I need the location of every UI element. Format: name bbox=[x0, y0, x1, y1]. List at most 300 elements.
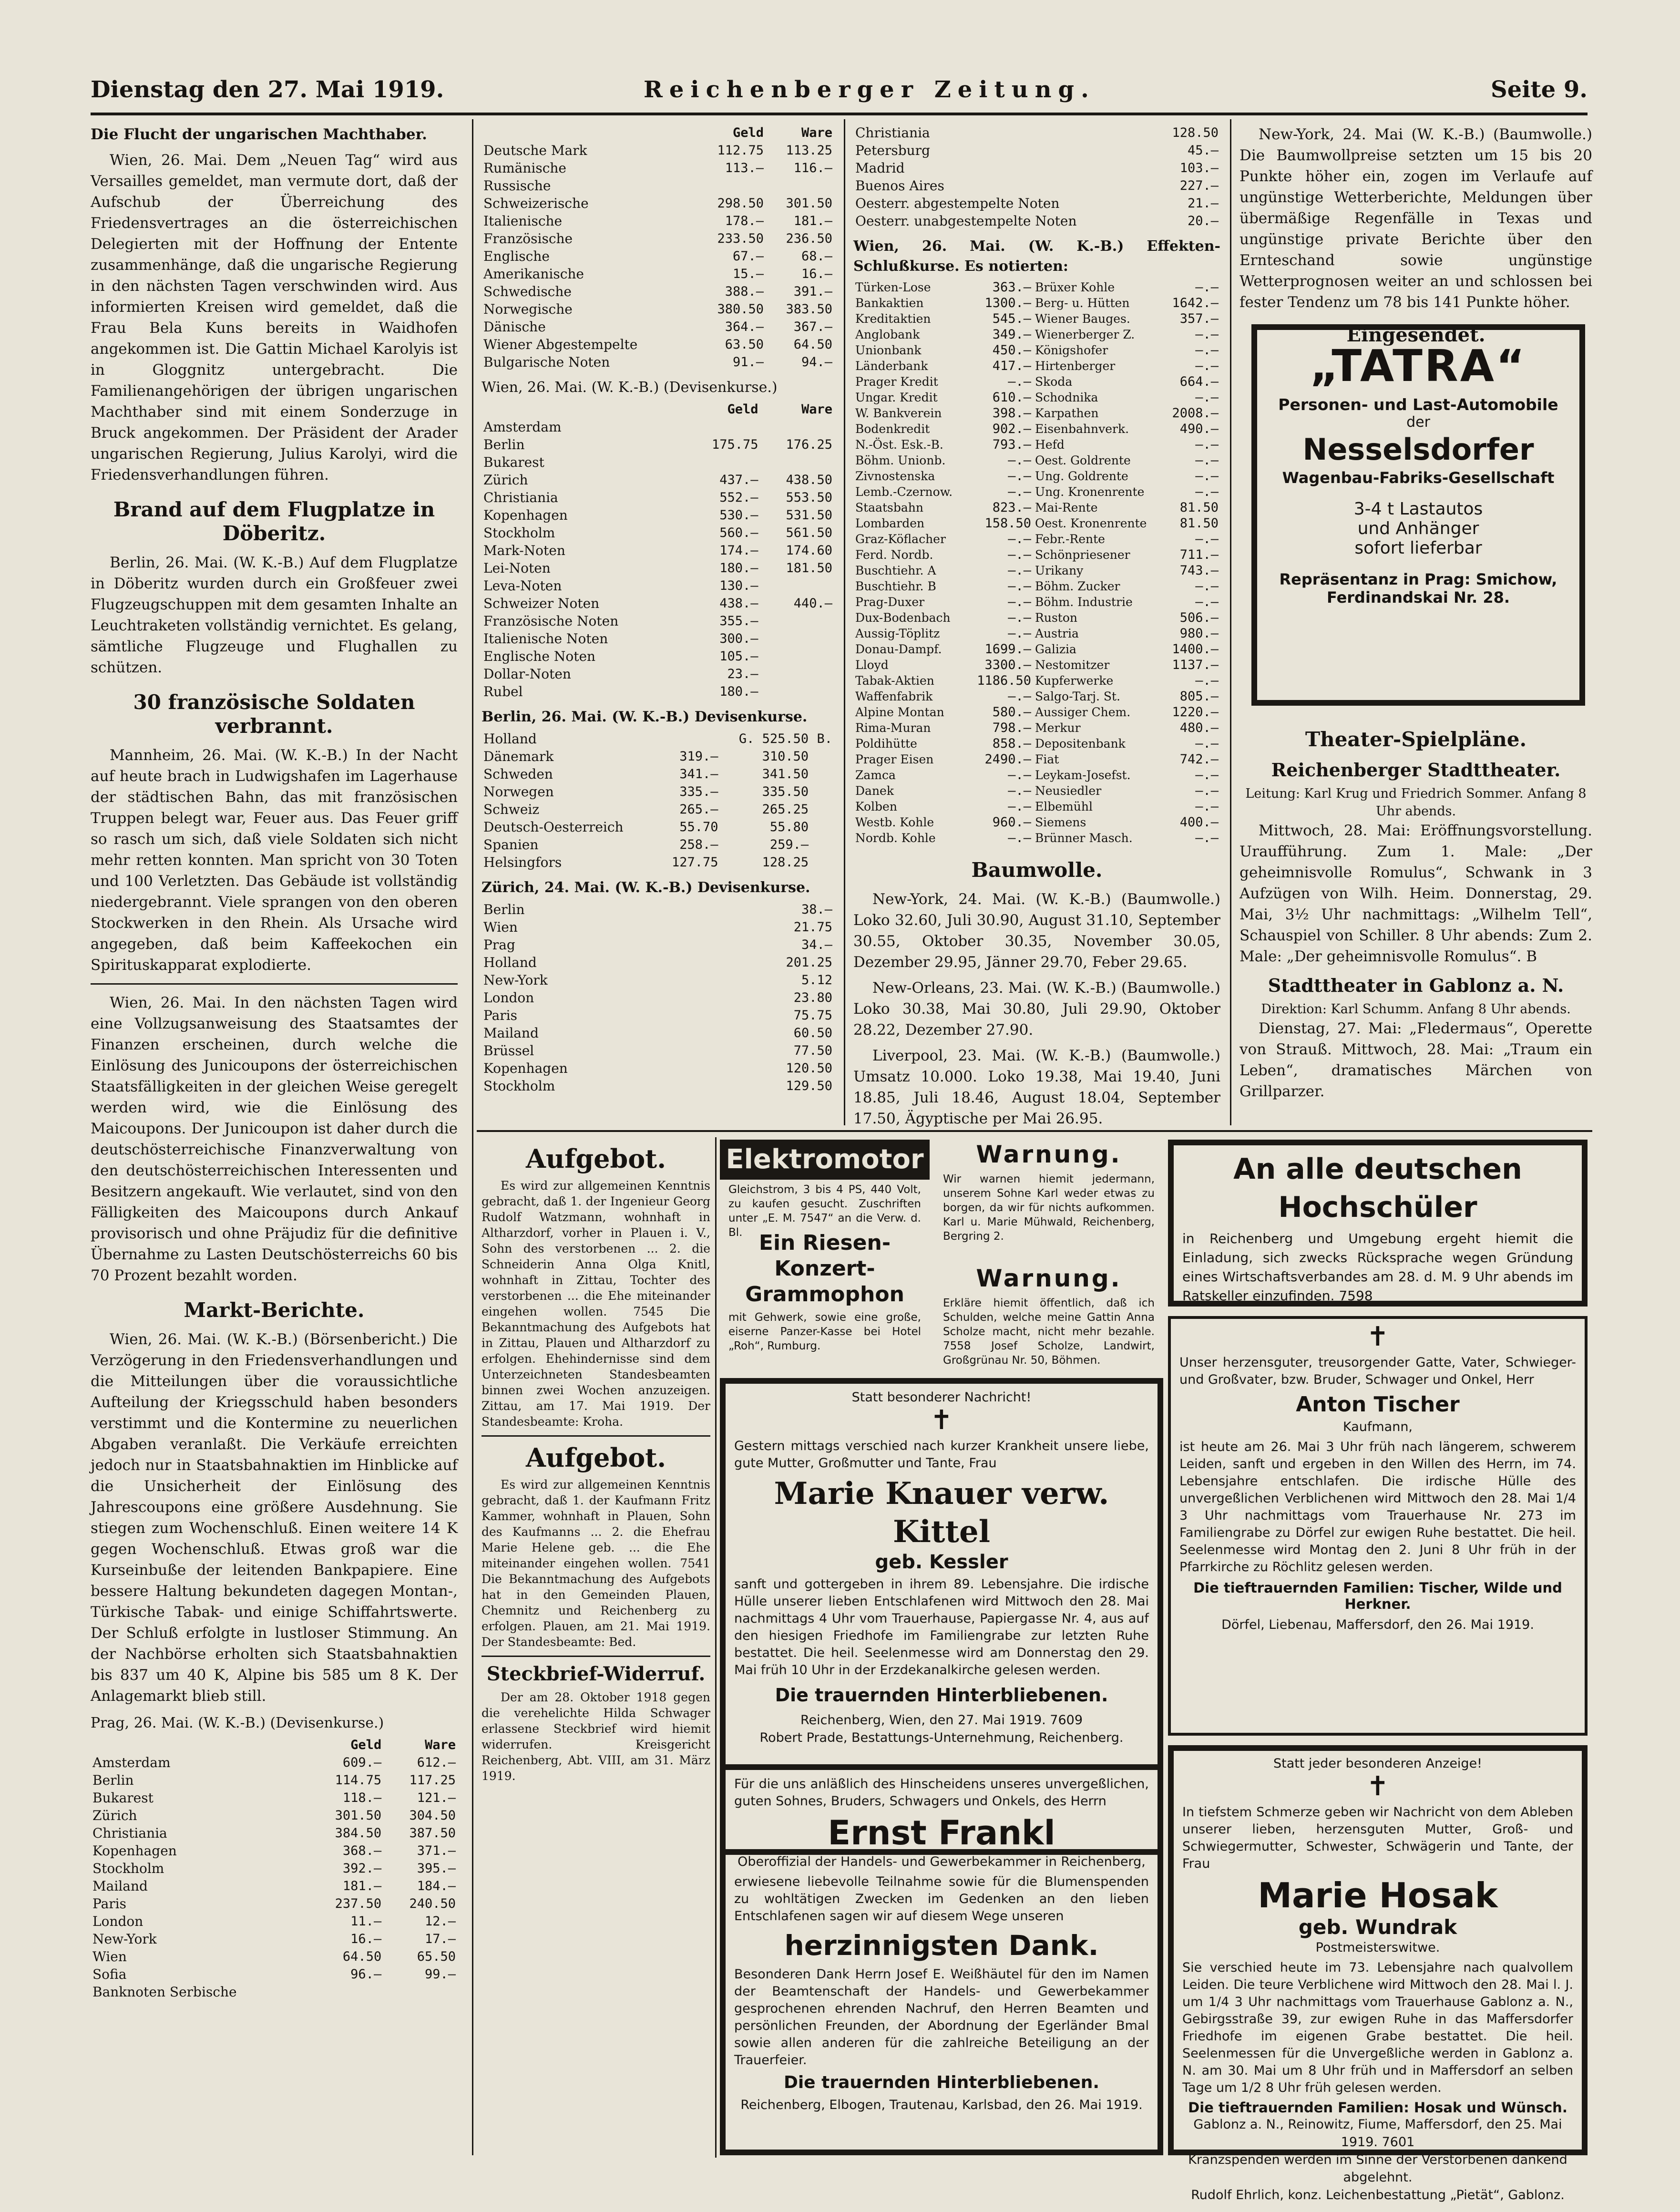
article-body: New-York, 24. Mai. (W. K.-B.) (Baumwolle.) Loko 32.60, Juli 30.90, August 31.10, September 30.55, Oktober 30.35, November 30.05, Dezember 29.95, Jänner 29.70, Feber 29.65. bbox=[853, 891, 1220, 971]
table-cell: 129.50 bbox=[786, 1079, 832, 1093]
table-cell: 450.— bbox=[992, 343, 1032, 358]
table-cell bbox=[810, 854, 834, 871]
table-cell: 367.— bbox=[793, 319, 832, 334]
table-cell: Schodnika bbox=[1035, 391, 1098, 404]
obituary-hosak: Statt jeder besonderen Anzeige! ✝ In tiefstem Schmerze geben wir Nachricht von dem Ableben unserer lieben, herzensguten Mutter, Groß- und Schwiegermutter, Schwester, Schwägerin und Tante, der Frau Marie Hosak geb. Wundrak Postmeisterswitwe. Sie verschied heute im 73. Lebensjahre nach qualvollem Leiden. Die teure Verblichene wird Mittwoch den 28. Mai l. J. um 1/4 3 Uhr nachmittags vom Trauerhause Gablonz a. N., Gebirgsstraße 39, zur ewigen Ruhe in das Maffersdorfer Friedhofe im eigenen Grabe bestattet. Die heil. Seelenmessen für die Unvergeßliche werden in Gablonz a. N. am 30. Mai um 8 Uhr früh und in Maffersdorf an selben Tage um 1/2 8 Uhr früh gelesen werden. Die tieftrauernden Familien: Hosak und Wünsch. Gablonz a. N., Reinowitz, Fiume, Maffersdorf, den 25. Mai 1919. 7601 Kranzspenden werden im Sinne der Verstorbenen dankend abgelehnt. Rudolf Ehrlich, konz. Leichenbestattung „Pietät“, Gablonz. bbox=[1168, 1745, 1588, 2155]
prag-rate-table: Geld Ware Amsterdam 609.— 612.— Berlin 114.75 117.25 Bukarest 118.— 121.— Zürich 301.50 304.50 Christiania 384.50 387.50 Kopenhagen 368.— 371.— Stockholm 392.— 395.— Mailand 181.— 184.— Paris 237.50 240.50 London 11.— 12.— New-York 16.— 17.— Wien 64.50 65.50 Sofia 96.— 99.— Banknoten Serbische bbox=[91, 1736, 458, 2001]
article-body: Wien, 26. Mai. Dem „Neuen Tag“ wird aus Versailles gemeldet, man vermute dort, daß der Aufschub der Überreichung des Friedensvertrages an die österreichischen Delegierten mit der Hoffnung der Entente zusammenhänge, daß die ungarische Regierung in den nächsten Tagen verschwinden wird. Aus informierten Kreisen wird gemeldet, daß die Frau Bela Kuns bereits in Waidhofen angekommen ist. Die Gattin Michael Karolyis ist in Gloggnitz untergebracht. Die Familienangehörigen der übrigen ungarischen Machthaber sind mit einem Sonderzuge in Bruck angekommen. Der Präsident der Arader ungarischen Regierung, Julius Karolyi, wird die Friedensverhandlungen führen. bbox=[91, 152, 458, 484]
table-cell: 580.— bbox=[992, 705, 1032, 720]
table-cell: Prag bbox=[483, 937, 515, 953]
table-cell: 357.— bbox=[1179, 311, 1219, 326]
table-row bbox=[481, 665, 834, 683]
table-cell: 1137.— bbox=[1172, 658, 1219, 672]
table-cell: 103.— bbox=[1179, 161, 1219, 175]
table-row bbox=[853, 212, 1220, 230]
table-cell: —.— bbox=[1008, 374, 1032, 389]
cross-icon: ✝ bbox=[1366, 1321, 1389, 1352]
table-cell: 383.50 bbox=[786, 302, 832, 317]
table-cell: —.— bbox=[1008, 453, 1032, 468]
table-cell: Stockholm bbox=[92, 1861, 164, 1876]
warning-notice-1: Warnung. Wir warnen hiemit jedermann, unserem Sohne Karl weder etwas zu borgen, da wir für nichts aufkommen. Karl u. Marie Mühwald, Reichenberg, Bergring 2. bbox=[943, 1141, 1155, 1243]
notice-title: Aufgebot. bbox=[525, 1442, 666, 1473]
table-cell: —.— bbox=[1195, 343, 1219, 358]
table-cell: Prager Eisen bbox=[855, 752, 934, 766]
table-row bbox=[853, 500, 1220, 515]
table-cell: Mark-Noten bbox=[483, 543, 565, 558]
table-row bbox=[481, 1060, 834, 1077]
header-date: Dienstag den 27. Mai 1919. bbox=[91, 76, 444, 103]
table-row bbox=[481, 506, 834, 524]
table-cell: Englische bbox=[483, 248, 550, 264]
article-title: Die Flucht der ungarischen Machthaber. bbox=[91, 126, 427, 143]
table-row bbox=[481, 436, 834, 453]
table-cell: 368.— bbox=[342, 1843, 382, 1858]
table-cell: 175.75 bbox=[711, 437, 758, 452]
table-cell: 55.70 bbox=[679, 820, 718, 834]
table-cell: 612.— bbox=[417, 1755, 456, 1770]
theater-program: Dienstag, 27. Mai: „Fledermaus“, Operette von Strauß. Mittwoch, 28. Mai: „Traum ein Leben“, dramatisches Märchen von Grillparzer. bbox=[1240, 1020, 1592, 1100]
section-title: Theater-Spielpläne. bbox=[1305, 728, 1527, 751]
table-cell: Französische Noten bbox=[483, 613, 619, 629]
table-row bbox=[481, 971, 834, 989]
table-cell bbox=[760, 453, 835, 471]
table-cell: —.— bbox=[1195, 831, 1219, 845]
article-title: 30 französische Soldaten verbrannt. bbox=[133, 690, 415, 738]
table-cell: Wien bbox=[92, 1949, 127, 1965]
table-cell: 490.— bbox=[1179, 422, 1219, 436]
table-cell: Russische bbox=[483, 178, 551, 194]
table-cell: 60.50 bbox=[793, 1026, 832, 1040]
table-row bbox=[481, 595, 834, 612]
table-cell: Amerikanische bbox=[483, 266, 584, 282]
table-cell: 298.50 bbox=[717, 196, 764, 211]
table-cell: —.— bbox=[1195, 595, 1219, 609]
table-cell: Oesterr. unabgestempelte Noten bbox=[855, 213, 1077, 229]
table-cell: Berlin bbox=[483, 437, 525, 453]
table-cell: Wiener Abgestempelte bbox=[483, 337, 638, 352]
table-row bbox=[853, 547, 1220, 563]
table-cell: Buschtiehr. B bbox=[855, 579, 936, 593]
table-cell: 237.50 bbox=[335, 1896, 382, 1911]
table-row bbox=[481, 559, 834, 577]
table-cell: —.— bbox=[1008, 563, 1032, 578]
table-cell: 384.50 bbox=[335, 1826, 382, 1841]
table-cell: Prag-Duxer bbox=[855, 595, 925, 609]
table-cell: Dollar-Noten bbox=[483, 666, 571, 682]
theater-section: Theater-Spielpläne. Reichenberger Stadttheater. Leitung: Karl Krug und Friedrich Sommer. Anfang 8 Uhr abends. Mittwoch, 28. Mai: Eröffnungsvorstellung. Uraufführung. Zum 1. Male: „Der geheimnisvolle Romulus“, Schwank in 3 Aufzügen von Wilh. Heim. Donnerstag, 29. Mai, 3½ Uhr nachmittags: „Wilhelm Tell“, Schauspiel von Schiller. 8 Uhr abends: Zum 2. Male: „Der geheimnisvolle Romulus“. B Stadttheater in Gablonz a. N. Direktion: Karl Schumm. Anfang 8 Uhr abends. Dienstag, 27. Mai: „Fledermaus“, Operette von Strauß. Mittwoch, 28. Mai: „Traum ein Leben“, dramatisches Märchen von Grillparzer. bbox=[1240, 715, 1592, 1125]
table-cell: Böhm. Industrie bbox=[1035, 595, 1133, 609]
table-cell: 12.— bbox=[424, 1914, 456, 1929]
article-title: Baumwolle. bbox=[971, 858, 1103, 882]
table-row bbox=[91, 1983, 458, 2001]
table-cell: Bodenkredit bbox=[855, 422, 930, 436]
table-row bbox=[91, 1895, 458, 1913]
table-cell: 395.— bbox=[417, 1861, 456, 1876]
table-row bbox=[853, 531, 1220, 547]
table-cell: —.— bbox=[1008, 831, 1032, 845]
table-cell: —.— bbox=[1195, 327, 1219, 342]
table-cell: 265.25 bbox=[762, 802, 809, 817]
table-cell: 114.75 bbox=[335, 1773, 382, 1788]
table-cell: Zivnostenska bbox=[855, 469, 935, 483]
cross-icon: ✝ bbox=[930, 1405, 953, 1436]
column-divider bbox=[472, 119, 473, 2155]
notice-body: Es wird zur allgemeinen Kenntnis gebracht, daß 1. der Ingenieur Georg Rudolf Watzmann, wohnhaft in Altharzdorf, vorher in Plauen i. V., Sohn des verstorbenen ... 2. die Schneiderin Anna Olga Knitl, wohnhaft in Zittau, Tochter des verstorbenen ... die Ehe miteinander eingehen wollen. 7545 Die Bekanntmachung des Aufgebots hat in Zittau, Plauen und Altharzdorf zu erfolgen. Ehehindernisse sind dem Unterzeichneten Standesbeamten binnen zwei Wochen anzuzeigen. Zittau, am 17. Mai 1919. Der Standesbeamte: Kroha. bbox=[481, 1179, 710, 1429]
table-cell: 265.— bbox=[679, 802, 718, 817]
table-cell: 91.— bbox=[732, 355, 764, 370]
table-cell: 181.50 bbox=[786, 561, 832, 576]
table-cell: Donau-Dampf. bbox=[855, 642, 942, 656]
table-row bbox=[481, 247, 834, 265]
table-cell: Tabak-Aktien bbox=[855, 674, 934, 688]
table-row bbox=[91, 1965, 458, 1983]
obituary-name: Anton Tischer bbox=[1296, 1392, 1460, 1417]
table-cell: Brünner Masch. bbox=[1035, 831, 1133, 845]
table-cell: 81.50 bbox=[1179, 500, 1219, 515]
table-cell: Lombarden bbox=[855, 516, 925, 530]
table-row bbox=[853, 751, 1220, 767]
table-cell: 531.50 bbox=[786, 508, 832, 523]
table-cell: 17.— bbox=[424, 1932, 456, 1946]
table-row bbox=[853, 311, 1220, 327]
table-cell: Böhm. Unionb. bbox=[855, 453, 946, 467]
table-cell: Englische Noten bbox=[483, 648, 596, 664]
table-cell: 21.75 bbox=[793, 920, 832, 935]
table-cell bbox=[810, 765, 834, 783]
table-cell: 301.50 bbox=[335, 1808, 382, 1823]
table-row bbox=[91, 1877, 458, 1895]
table-cell: Bukarest bbox=[92, 1790, 154, 1806]
table-row bbox=[481, 353, 834, 371]
table-cell: Berg- u. Hütten bbox=[1035, 296, 1130, 310]
header-title: Reichenberger Zeitung. bbox=[644, 76, 1096, 103]
table-row bbox=[853, 720, 1220, 736]
table-cell: 180.— bbox=[719, 561, 758, 576]
theater-name: Stadttheater in Gablonz a. N. bbox=[1268, 975, 1564, 996]
table-row bbox=[481, 577, 834, 595]
table-row bbox=[853, 799, 1220, 814]
table-cell: Staatsbahn bbox=[855, 501, 923, 514]
table-cell: 77.50 bbox=[793, 1043, 832, 1058]
table-cell: Mai-Rente bbox=[1035, 501, 1098, 514]
table-cell: Bulgarische Noten bbox=[483, 354, 610, 370]
column-3 bbox=[853, 124, 1220, 1125]
table-row bbox=[853, 783, 1220, 799]
table-cell: 45.— bbox=[1187, 143, 1219, 158]
table-cell: 553.50 bbox=[786, 490, 832, 505]
table-row bbox=[481, 748, 834, 765]
table-row bbox=[481, 524, 834, 542]
table-cell: Bukarest bbox=[483, 454, 544, 470]
table-row bbox=[481, 230, 834, 247]
table-cell: Poldihütte bbox=[855, 737, 917, 751]
table-cell: New-York bbox=[92, 1931, 157, 1947]
aufgebot-column bbox=[481, 1140, 710, 2155]
table-cell: —.— bbox=[1008, 689, 1032, 704]
table-row bbox=[853, 405, 1220, 421]
table-cell: Berlin bbox=[92, 1772, 134, 1788]
table-cell: 68.— bbox=[801, 249, 832, 264]
table-cell: Kopenhagen bbox=[483, 507, 568, 523]
table-cell: 438.50 bbox=[786, 473, 832, 487]
table-cell: 130.— bbox=[719, 578, 758, 593]
table-cell: Nestomitzer bbox=[1035, 658, 1110, 672]
table-cell: 858.— bbox=[992, 736, 1032, 751]
table-cell: Norwegen bbox=[483, 784, 554, 800]
table-cell: Schweizerische bbox=[483, 195, 589, 211]
table-cell: N.-Öst. Esk.-B. bbox=[855, 438, 943, 452]
table-row bbox=[481, 954, 834, 971]
table-cell: 128.50 bbox=[1172, 125, 1219, 140]
table-row bbox=[481, 195, 834, 212]
table-row bbox=[481, 159, 834, 177]
table-cell: —.— bbox=[1195, 280, 1219, 295]
table-cell: 67.— bbox=[732, 249, 764, 264]
table-cell: 1699.— bbox=[984, 642, 1032, 657]
table-row bbox=[853, 279, 1220, 295]
table-row bbox=[853, 594, 1220, 610]
table-cell: 23.— bbox=[727, 667, 758, 681]
table-cell: Febr.-Rente bbox=[1035, 532, 1105, 546]
table-cell: Dänische bbox=[483, 319, 546, 335]
table-cell: 112.75 bbox=[717, 143, 764, 158]
table-row bbox=[481, 336, 834, 353]
table-cell: 552.— bbox=[719, 490, 758, 505]
table-cell: Aussig-Töplitz bbox=[855, 627, 940, 640]
table-cell: 5.12 bbox=[801, 973, 832, 988]
table-cell: —.— bbox=[1008, 484, 1032, 499]
section-title: Eingesendet. bbox=[1346, 324, 1485, 346]
table-cell: Wien bbox=[483, 919, 518, 935]
table-cell: 902.— bbox=[992, 422, 1032, 436]
column-divider bbox=[844, 119, 845, 1125]
table-cell: Lemb.-Czernow. bbox=[855, 485, 953, 499]
table-row bbox=[481, 453, 834, 471]
table-cell: Oest. Goldrente bbox=[1035, 453, 1131, 467]
table-cell bbox=[810, 748, 834, 765]
table-cell: 341.50 bbox=[762, 767, 809, 782]
elektromotor-ad: Elektromotor Gleichstrom, 3 bis 4 PS, 440 Volt, zu kaufen gesucht. Zuschriften unter „E. M. 7547“ an die Verw. d. Bl. bbox=[720, 1140, 930, 1225]
table-cell: 180.— bbox=[719, 684, 758, 699]
table-cell: 363.— bbox=[992, 280, 1032, 295]
page-header bbox=[91, 76, 1588, 110]
table-row bbox=[91, 1754, 458, 1771]
table-cell: Depositenbank bbox=[1035, 737, 1126, 751]
table-cell: 335.— bbox=[679, 784, 718, 799]
table-row bbox=[853, 736, 1220, 751]
table-cell: 506.— bbox=[1179, 610, 1219, 625]
table-cell: 400.— bbox=[1179, 815, 1219, 830]
table-cell: Mailand bbox=[92, 1878, 148, 1894]
table-cell: Holland bbox=[483, 731, 537, 747]
table-cell bbox=[760, 577, 835, 595]
table-cell: 55.80 bbox=[769, 820, 809, 834]
article-body: Berlin, 26. Mai. (W. K.-B.) Auf dem Flugplatze in Döberitz wurden durch ein Großfeuer zwei Flugzeugschuppen mit dem gesamten Inhalte an Leuchtraketen vollständig vernichtet. Es gelang, sämtliche Flugzeuge und Flughallen zu schützen. bbox=[91, 554, 458, 676]
obituary-name: Marie Hosak bbox=[1258, 1875, 1498, 1915]
table-cell: Amsterdam bbox=[92, 1755, 171, 1770]
table-row bbox=[91, 1771, 458, 1789]
table-cell: 99.— bbox=[424, 1967, 456, 1982]
article-body: Liverpool, 23. Mai. (W. K.-B.) (Baumwolle.) Umsatz 10.000. Loko 19.38, Mai 19.40, Juni 18.85, Juli 18.46, August 18.04, September 17.50, Ägyptische per Mai 26.95. bbox=[853, 1047, 1220, 1127]
table-row bbox=[853, 767, 1220, 783]
table-row bbox=[481, 471, 834, 489]
column-divider bbox=[715, 1137, 717, 2158]
table-cell: Zürich bbox=[92, 1808, 137, 1823]
table-cell: 127.75 bbox=[671, 855, 718, 870]
table-cell: 319.— bbox=[679, 749, 718, 764]
table-row bbox=[853, 295, 1220, 311]
table-cell: 798.— bbox=[992, 720, 1032, 735]
table-cell: 805.— bbox=[1179, 689, 1219, 704]
table-cell: Paris bbox=[483, 1008, 517, 1023]
table-cell: 116.— bbox=[793, 161, 832, 175]
table-cell: Siemens bbox=[1035, 815, 1086, 829]
table-cell: London bbox=[483, 990, 534, 1006]
table-cell: 388.— bbox=[725, 284, 764, 299]
table-row bbox=[853, 641, 1220, 657]
table-cell: Hirtenberger bbox=[1035, 359, 1116, 373]
table-cell: —.— bbox=[1195, 579, 1219, 594]
table-cell: —.— bbox=[1008, 768, 1032, 782]
section-rule bbox=[477, 1130, 1592, 1132]
table-title: Wien, 26. Mai. (W. K.-B.) (Devisenkurse.) bbox=[481, 379, 778, 396]
header-page-number: Seite 9. bbox=[1491, 76, 1588, 103]
table-cell: Ung. Kronenrente bbox=[1035, 485, 1145, 499]
table-row bbox=[481, 1077, 834, 1095]
table-row bbox=[481, 730, 834, 748]
table-row bbox=[481, 1042, 834, 1060]
table-cell: 1186.50 bbox=[977, 673, 1032, 688]
table-cell: 38.— bbox=[801, 902, 832, 917]
table-cell: Stockholm bbox=[483, 1078, 555, 1094]
table-row bbox=[853, 358, 1220, 374]
table-cell bbox=[760, 612, 835, 630]
column-divider bbox=[1230, 119, 1231, 1125]
table-title: Zürich, 24. Mai. (W. K.-B.) Devisenkurse. bbox=[481, 879, 810, 896]
notice-body: Es wird zur allgemeinen Kenntnis gebracht, daß 1. der Kaufmann Fritz Kammer, wohnhaft in Plauen, Sohn des Kaufmanns ... 2. die Ehefrau Marie Helene geb. ... die Ehe miteinander eingehen wollen. 7541 Die Bekanntmachung des Aufgebots hat in den Gemeinden Plauen, Chemnitz und Reichenberg zu erfolgen. Plauen, am 21. Mai 1919. Der Standesbeamte: Bed. bbox=[481, 1478, 710, 1649]
table-cell: Oest. Kronenrente bbox=[1035, 516, 1147, 530]
table-cell: Galizia bbox=[1035, 642, 1076, 656]
table-cell: Prager Kredit bbox=[855, 375, 938, 389]
table-cell: Norwegische bbox=[483, 301, 573, 317]
article-title: Brand auf dem Flugplatze in Döberitz. bbox=[113, 498, 435, 545]
table-cell: Paris bbox=[92, 1896, 126, 1912]
table-row bbox=[481, 418, 834, 436]
table-cell: Lloyd bbox=[855, 658, 889, 672]
table-cell bbox=[760, 648, 835, 665]
article-body: Mannheim, 26. Mai. (W. K.-B.) In der Nacht auf heute brach in Ludwigshafen im Lagerhause der städtischen Bahn, das mit französischen Truppen belegt war, Feuer aus. Das Feuer griff so rasch um sich, daß viele Soldaten sich nicht mehr retten konnten. Man spricht von 30 Toten und 100 Verletzten. Das Gebäude ist vollständig niedergebrannt. Viele sprangen von den oberen Stockwerken in den Rhein. Als Ursache wird angegeben, daß beim Kaffeekochen ein Spirituskapparat explodierte. bbox=[91, 747, 458, 974]
table-cell: Brüssel bbox=[483, 1043, 534, 1059]
table-cell: —.— bbox=[1195, 359, 1219, 373]
table-cell: Madrid bbox=[855, 160, 905, 176]
table-row bbox=[853, 342, 1220, 358]
table-cell: 392.— bbox=[342, 1861, 382, 1876]
table-cell: 335.50 bbox=[762, 784, 809, 799]
table-cell: Kupferwerke bbox=[1035, 674, 1114, 688]
table-row bbox=[91, 1948, 458, 1965]
table-cell: 65.50 bbox=[417, 1949, 456, 1964]
table-row bbox=[481, 283, 834, 300]
table-cell: Alpine Montan bbox=[855, 705, 944, 719]
table-row bbox=[853, 468, 1220, 484]
table-row bbox=[853, 159, 1220, 177]
table-row bbox=[853, 421, 1220, 437]
table-cell: Bankaktien bbox=[855, 296, 924, 310]
table-row bbox=[853, 563, 1220, 578]
thanks-name: Ernst Frankl bbox=[828, 1813, 1055, 1852]
table-cell: 960.— bbox=[992, 815, 1032, 830]
table-cell: 64.50 bbox=[793, 337, 832, 352]
table-cell: 480.— bbox=[1179, 720, 1219, 735]
table-cell: 440.— bbox=[793, 596, 832, 611]
table-cell: Banknoten Serbische bbox=[92, 1984, 237, 2000]
table-cell: Schönpriesener bbox=[1035, 548, 1130, 562]
table-cell: 1400.— bbox=[1172, 642, 1219, 657]
table-cell: 793.— bbox=[992, 437, 1032, 452]
column-2 bbox=[481, 124, 834, 1125]
table-cell: Böhm. Zucker bbox=[1035, 579, 1120, 593]
table-row bbox=[91, 1789, 458, 1807]
grammophon-ad: Ein Riesen-Konzert-Grammophon mit Gehwerk, sowie eine große, eiserne Panzer-Kasse bei Hotel „Roh“, Rumburg. bbox=[728, 1231, 921, 1352]
table-cell: Kreditaktien bbox=[855, 312, 931, 326]
table-cell: Christiania bbox=[483, 490, 558, 505]
table-cell: 113.— bbox=[725, 161, 764, 175]
table-row bbox=[481, 612, 834, 630]
table-row bbox=[481, 854, 834, 871]
article-body: New-York, 24. Mai (W. K.-B.) (Baumwolle.) Die Baumwollpreise setzten um 15 bis 20 Punkte höher ein, zogen im Verlaufe auf ungünstige Wetterberichte, Meldungen über übermäßige Regenfälle in Texas und ungünstige private Berichte über den Ernteschand sowie ungünstige Wetterprognosen weiter an und schlossen bei fester Tendenz um 78 bis 141 Punkte höher. bbox=[1240, 126, 1592, 311]
table-row bbox=[853, 484, 1220, 500]
table-cell: —.— bbox=[1195, 673, 1219, 688]
table-cell: W. Bankverein bbox=[855, 406, 942, 420]
table-cell: Neusiedler bbox=[1035, 784, 1102, 798]
table-row bbox=[91, 1807, 458, 1824]
table-cell: —.— bbox=[1195, 484, 1219, 499]
table-cell: Italienische Noten bbox=[483, 631, 608, 647]
table-row bbox=[91, 1913, 458, 1930]
table-cell: Rima-Muran bbox=[855, 721, 931, 735]
table-cell: 113.25 bbox=[786, 143, 832, 158]
article-body: Wien, 26. Mai. (W. K.-B.) (Börsenbericht.) Die Verzögerung in den Friedensverhandlungen und die Mitteilungen über die voraussichtliche Aufteilung der Kriegsschuld haben besonders verstimmt und die Kontermine zu neuerlichen Abgaben veranlaßt. Die Verkäufe erreichten jedoch nur in Staatsbahnaktien im Hinblicke auf die Unsicherheit der Einlösung des Jahrescoupons eine größere Ausdehnung. Sie stiegen zum Wochenschluß. Einen weitere 14 K gegen Wochenschluß. Etwas groß war die Kurseinbuße der leitenden Bankpapiere. Eine bessere Haltung bekundeten dagegen Montan-, Türkische Tabak- und einige Schiffahrtswerte. Der Schluß erfolgte in lustloser Stimmung. An der Nachbörse erholten sich Staatsbahnaktien bis 837 um 40 K, Alpine bis 585 um 8 K. Der Anlagemarkt blieb still. bbox=[91, 1331, 458, 1705]
theater-program: Mittwoch, 28. Mai: Eröffnungsvorstellung. Uraufführung. Zum 1. Male: „Der geheimnisvolle Romulus“, Schwank in 3 Aufzügen von Wilh. Heim. Donnerstag, 29. Mai, 3½ Uhr nachmittags: „Wilhelm Tell“, Schauspiel von Schiller. 8 Uhr abends: Zum 2. Male: „Der geheimnisvolle Romulus“. B bbox=[1240, 822, 1592, 965]
table-row bbox=[481, 1024, 834, 1042]
table-cell: Holland bbox=[483, 955, 537, 970]
table-cell: —.— bbox=[1195, 783, 1219, 798]
table-cell: Petersburg bbox=[855, 143, 930, 158]
table-row bbox=[853, 195, 1220, 212]
table-cell: Austria bbox=[1035, 627, 1079, 640]
table-cell: 181.— bbox=[342, 1879, 382, 1893]
table-row bbox=[91, 1860, 458, 1877]
table-cell: 81.50 bbox=[1179, 516, 1219, 531]
table-cell: Kopenhagen bbox=[483, 1060, 568, 1076]
table-cell: 742.— bbox=[1179, 752, 1219, 767]
table-cell: Schweiz bbox=[483, 802, 540, 817]
table-cell: —.— bbox=[1195, 453, 1219, 468]
table-row bbox=[853, 704, 1220, 720]
table-row bbox=[853, 515, 1220, 531]
table-cell: 980.— bbox=[1179, 626, 1219, 641]
article-body: New-Orleans, 23. Mai. (W. K.-B.) (Baumwolle.) Loko 30.38, Mai 30.80, Juli 29.90, Oktober 28.22, Dezember 27.90. bbox=[853, 979, 1220, 1039]
table-cell: Mailand bbox=[483, 1025, 539, 1041]
table-cell: Zamca bbox=[855, 768, 896, 782]
table-row bbox=[481, 318, 834, 336]
table-cell: Spanien bbox=[483, 837, 539, 853]
berlin-devisen-table bbox=[481, 730, 834, 871]
table-cell: Türken-Lose bbox=[855, 280, 931, 294]
table-cell: Waffenfabrik bbox=[855, 689, 933, 703]
notice-title: Aufgebot. bbox=[525, 1143, 666, 1174]
table-cell: —.— bbox=[1008, 799, 1032, 814]
